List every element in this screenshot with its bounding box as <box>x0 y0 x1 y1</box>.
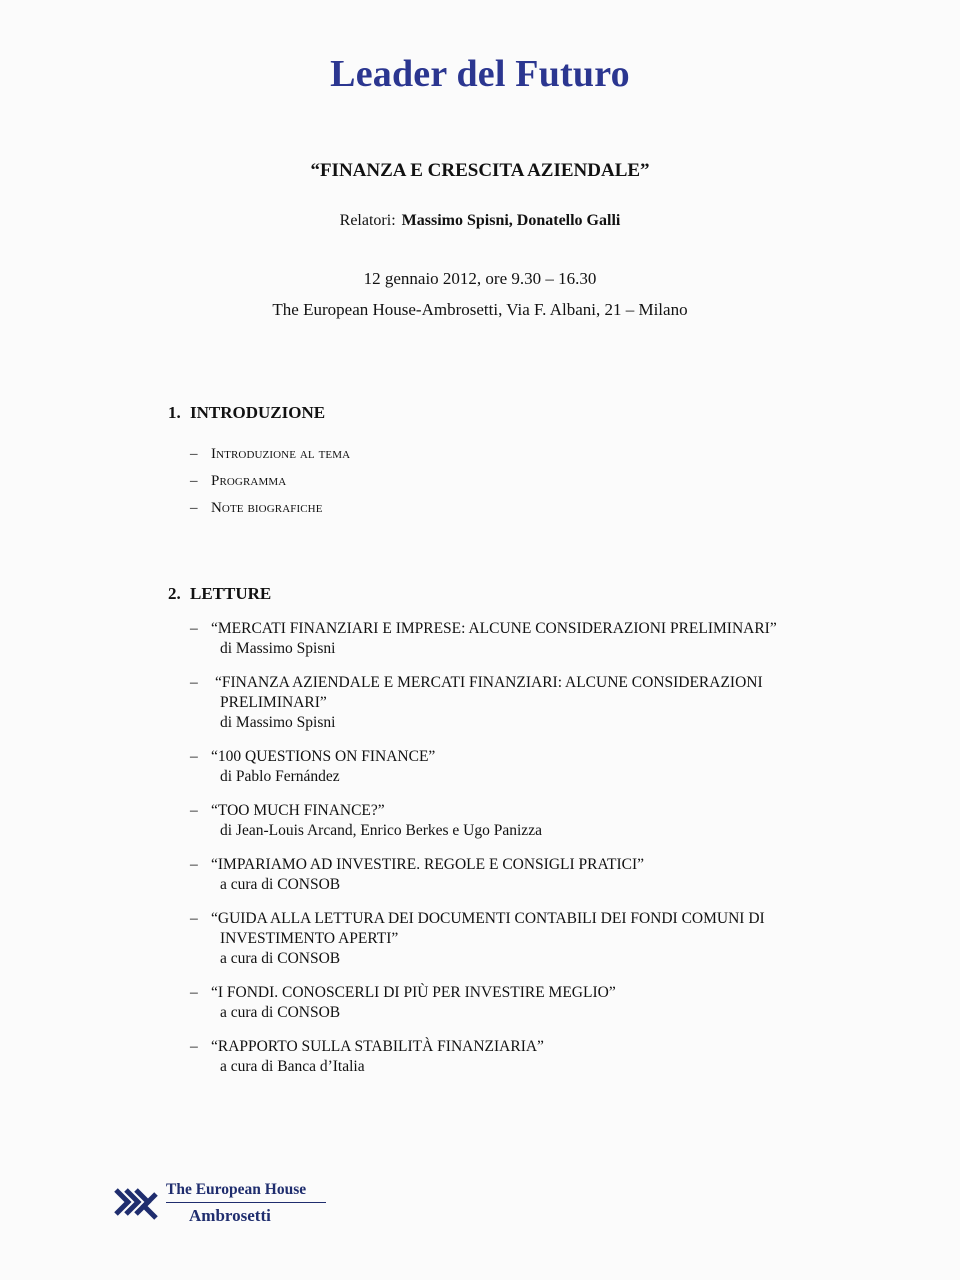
list-item <box>190 471 350 498</box>
logo-text-line2: Ambrosetti <box>189 1206 271 1225</box>
reading-author: a cura di Banca d’Italia <box>220 1058 365 1075</box>
reading-title: “100 QUESTIONS ON FINANCE” <box>211 748 436 765</box>
list-item <box>190 498 350 525</box>
seminar-subtitle: “FINANZA E CRESCITA AZIENDALE” <box>310 160 650 181</box>
list-item-text: Note biografiche <box>211 500 323 516</box>
reading-title: “IMPARIAMO AD INVESTIRE. REGOLE E CONSIGLI PRATICI” <box>211 856 644 873</box>
reading-author: di Jean-Louis Arcand, Enrico Berkes e Ugo Panizza <box>220 822 542 839</box>
dash-bullet: – <box>190 984 198 1001</box>
dash-bullet: – <box>190 674 198 691</box>
reading-author: di Massimo Spisni <box>220 714 336 731</box>
speakers-names: Massimo Spisni, Donatello Galli <box>401 212 621 229</box>
list-item <box>190 444 350 471</box>
speakers-line <box>0 212 960 230</box>
logo-text-line1: The European House <box>166 1181 307 1198</box>
section-title: INTRODUZIONE <box>190 403 326 422</box>
dash-bullet: – <box>190 473 198 489</box>
section-heading-introduzione <box>168 403 325 423</box>
list-item <box>190 801 850 841</box>
document-title: Leader del Futuro <box>330 53 630 95</box>
list-item-text: Programma <box>211 473 287 489</box>
list-item <box>190 855 850 895</box>
dash-bullet: – <box>190 446 198 462</box>
dash-bullet: – <box>190 620 198 637</box>
dash-bullet: – <box>190 856 198 873</box>
reading-author: a cura di CONSOB <box>220 1004 341 1021</box>
section-title: LETTURE <box>190 584 272 603</box>
intro-list <box>190 444 350 525</box>
logo-divider <box>166 1202 326 1203</box>
date-line: 12 gennaio 2012, ore 9.30 – 16.30 <box>363 269 597 288</box>
reading-author: di Pablo Fernández <box>220 768 340 785</box>
reading-title: “I FONDI. CONOSCERLI DI PIÙ PER INVESTIRE MEGLIO” <box>211 984 616 1001</box>
section-number: 2. <box>168 584 181 603</box>
list-item <box>190 747 850 787</box>
reading-title: “RAPPORTO SULLA STABILITÀ FINANZIARIA” <box>211 1038 544 1055</box>
ambrosetti-logo <box>112 1180 352 1230</box>
reading-author: a cura di CONSOB <box>220 876 341 893</box>
list-item <box>190 909 850 969</box>
list-item-text: Introduzione al tema <box>211 446 351 462</box>
dash-bullet: – <box>190 500 198 516</box>
readings-list <box>190 619 850 1091</box>
section-number: 1. <box>168 403 181 422</box>
list-item <box>190 1037 850 1077</box>
dash-bullet: – <box>190 748 198 765</box>
reading-title: “FINANZA AZIENDALE E MERCATI FINANZIARI: ALCUNE CONSIDERAZIONI PRELIMINARI” <box>215 674 763 711</box>
speakers-label: Relatori: <box>339 212 396 229</box>
reading-title: “GUIDA ALLA LETTURA DEI DOCUMENTI CONTABILI DEI FONDI COMUNI DI INVESTIMENTO APERTI” <box>211 910 765 947</box>
reading-title: “TOO MUCH FINANCE?” <box>211 802 385 819</box>
reading-author: di Massimo Spisni <box>220 640 336 657</box>
dash-bullet: – <box>190 802 198 819</box>
ambrosetti-logo-icon <box>112 1184 160 1224</box>
list-item <box>190 619 850 659</box>
venue-line: The European House-Ambrosetti, Via F. Albani, 21 – Milano <box>272 300 688 319</box>
list-item <box>190 983 850 1023</box>
list-item <box>190 673 850 733</box>
dash-bullet: – <box>190 1038 198 1055</box>
dash-bullet: – <box>190 910 198 927</box>
reading-title: “MERCATI FINANZIARI E IMPRESE: ALCUNE CONSIDERAZIONI PRELIMINARI” <box>211 620 777 637</box>
section-heading-letture <box>168 584 271 604</box>
reading-author: a cura di CONSOB <box>220 950 341 967</box>
